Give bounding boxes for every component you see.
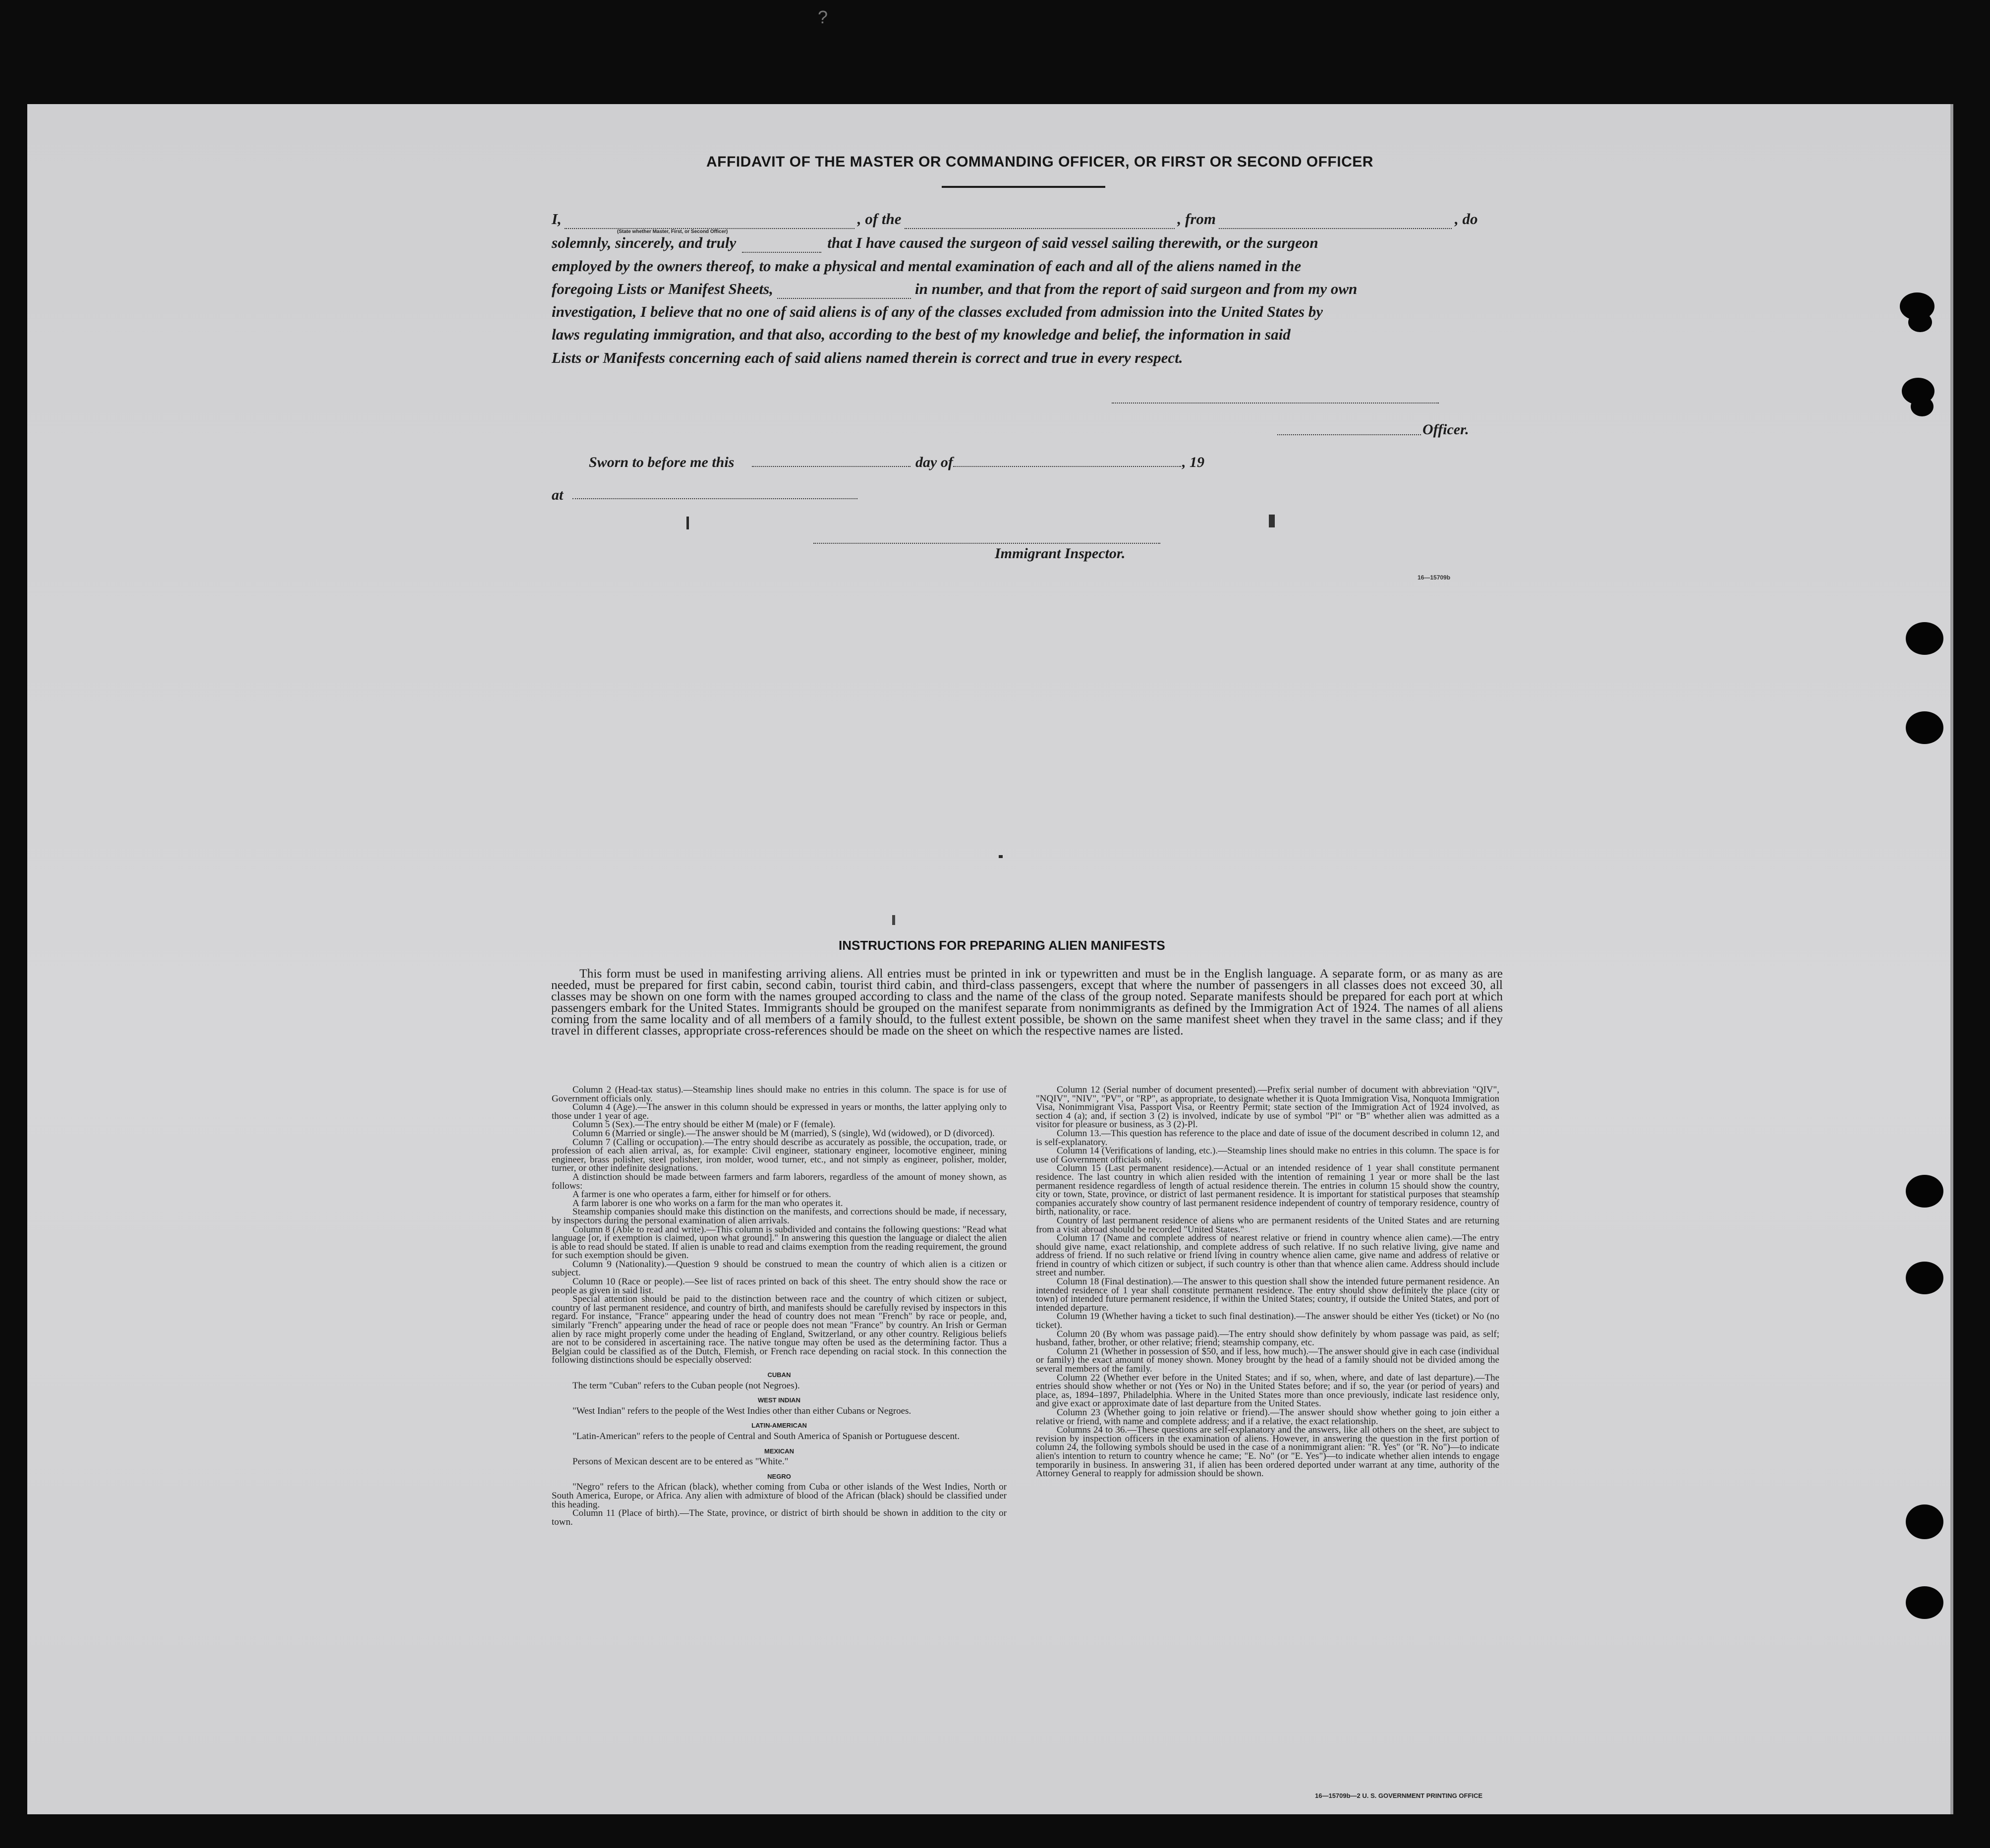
sworn-text: Sworn to before me this <box>589 454 735 470</box>
year-text: , 19 <box>1182 454 1204 470</box>
affidavit-text: , of the <box>857 210 902 228</box>
instruction-paragraph: Column 12 (Serial number of document presented).—Prefix serial number of document with abbreviation "QIV", "NQIV", "NIV", "PV", or "RP", as appropriate, to designate whether it is Quota Immigration Visa, Nonquota Immigration Visa, Nonimmigrant Visa, Passport Visa, or Reentry Permit; state section of the Immigration Act of 1924 involved, as section 4 (a); and, if section 3 (2) is involved, indicate by use of symbol "Pl" or "B" whether alien was admitted as a visitor for pleasure or business, as 3 (2)-Pl. <box>1036 1085 1499 1130</box>
day-of-text: day of <box>915 454 953 470</box>
inspector-signature-line <box>813 543 1160 544</box>
punch-hole <box>1908 312 1932 332</box>
instruction-paragraph: A distinction should be made between farmers and farm laborers, regardless of the amount of money shown, as follows: <box>552 1171 1007 1191</box>
instruction-paragraph: "Latin-American" refers to the people of Central and South America of Spanish or Portuguese descent. <box>572 1431 960 1442</box>
affidavit-text: I, <box>552 210 562 228</box>
affidavit-text: foregoing Lists or Manifest Sheets, <box>552 280 773 297</box>
instruction-paragraph: Column 22 (Whether ever before in the United States; and if so, when, where, and date of last departure).—The entries should show whether or not (Yes or No) in the United States before; and if so, the year (or period of years) and place, as, 1894–1897, Philadelphia. Where in the United States more than once previously, indicate last residence only, and give exact or approximate date of last departure from the United States. <box>1036 1372 1499 1409</box>
instruction-paragraph: Special attention should be paid to the distinction between race and the country of which citizen or subject, country of last permanent residence, and country of birth, and manifests should be carefully revised by inspectors in this regard. For instance, "France" appearing under the head of country does not mean "French" by race or people, and, similarly "French" appearing under the head of race or people does not mean "France" by country. An Irish or German alien by race might properly come under the heading of England, Switzerland, or any other country. Religious beliefs are not to be considered in ascertaining race. The native tongue may often be used as the determining factor. Thus a Belgian could be classified as of the Dutch, Flemish, or French race depending on racial stock. In this connection the following distinctions should be especially observed: <box>552 1294 1007 1366</box>
sworn-month-line <box>953 466 1181 467</box>
inspector-label: Immigrant Inspector. <box>995 545 1126 562</box>
instruction-paragraph: Column 20 (By whom was passage paid).—The entry should show definitely by whom passage was paid, as self; husband, father, brother, or other relative; friend; steamship company, etc. <box>1036 1328 1499 1348</box>
instruction-paragraph: Column 13.—This question has reference to the place and date of issue of the document described in column 12, and is self-explanatory. <box>1036 1128 1499 1148</box>
officer-label: Officer. <box>1422 421 1469 438</box>
heading-latin-american: LATIN-AMERICAN <box>751 1422 807 1430</box>
instruction-paragraph: Country of last permanent residence of aliens who are permanent residents of the United States and are returning from a visit abroad should be recorded "United States." <box>1036 1215 1499 1235</box>
instruction-paragraph: "Negro" refers to the African (black), whether coming from Cuba or other islands of the West Indies, North or South America, Europe, or Africa. Any alien with admixture of blood of the African (black) should be classified under this heading. <box>552 1482 1007 1510</box>
at-text: at <box>552 487 564 503</box>
punch-hole <box>1906 1175 1943 1208</box>
affidavit-line-4 <box>552 279 1357 299</box>
affidavit-text: , do <box>1455 210 1478 228</box>
punch-hole <box>1906 1504 1943 1539</box>
instruction-paragraph: Column 2 (Head-tax status).—Steamship lines should make no entries in this column. The space is for use of Government officials only. <box>552 1085 1007 1104</box>
instruction-paragraph: Column 15 (Last permanent residence).—Actual or an intended residence of 1 year shall constitute permanent residence. The last country in which alien resided with the intention of remaining 1 year or more shall be the last permanent residence regardless of length of actual residence therein. The entries in column 15 should show the country, city or town, State, province, or district of last permanent residence. It is important for statistical purposes that steamship companies accurately show country of last permanent residence independent of country of temporary residence, country of birth, nationality, or race. <box>1036 1163 1499 1217</box>
manifest-sheet <box>27 104 1953 1814</box>
at-place-line <box>572 498 857 499</box>
port-field <box>1219 221 1452 229</box>
instruction-paragraph: Column 8 (Able to read and write).—This column is subdivided and contains the following questions: "Read what language [or, if exemption is claimed, upon what ground]." In answering this question the language or dialect the alien is able to read should be stated. If alien is unable to read and claims exemption from the reading requirement, the ground for such exemption should be given. <box>552 1224 1007 1261</box>
instruction-paragraph: Columns 24 to 36.—These questions are self-explanatory and the answers, like all others on the sheet, are subject to revision by inspection officers in the examination of aliens. However, in answering the question in the first portion of column 24, the following symbols should be used in the case of a nonimmigrant alien: "R. Yes" (or "R. No")—to indicate alien's intention to return to country whence he came; "E. No" (or "E. Yes")—to indicate whether alien intends to engage temporarily in business. In answering 31, if alien has been ordered deported under warrant at any time, authority of the Attorney General to reapply for admission should be shown. <box>1036 1425 1499 1479</box>
punch-hole <box>1906 622 1943 655</box>
signature-line <box>1112 403 1439 404</box>
instruction-paragraph: A farmer is one who operates a farm, either for himself or for others. <box>572 1189 831 1200</box>
instructions-title: INSTRUCTIONS FOR PREPARING ALIEN MANIFESTS <box>839 938 1165 953</box>
instruction-paragraph: A farm laborer is one who works on a farm for the man who operates it. <box>572 1198 843 1209</box>
top-mark: ? <box>818 7 828 27</box>
count-field <box>777 291 911 299</box>
affidavit-text: that I have caused the surgeon of said vessel sailing therewith, or the surgeon <box>827 234 1318 251</box>
blank-field <box>742 245 821 253</box>
affidavit-line-1 <box>552 209 1478 229</box>
punch-hole <box>1906 1262 1943 1294</box>
instruction-paragraph: Column 10 (Race or people).—See list of races printed on back of this sheet. The entry should show the race or people as given in said list. <box>552 1276 1007 1296</box>
instruction-paragraph: Column 7 (Calling or occupation).—The entry should describe as accurately as possible, the occupation, trade, or profession of each alien arrival, as, for example: Civil engineer, stationary engineer, locomotive engineer, mining engineer, brass polisher, steel polisher, iron molder, wood turner, etc., and not simply as engineer, polisher, molder, turner, or other indefinite designations. <box>552 1137 1007 1174</box>
affidavit-line-2 <box>552 233 1318 253</box>
affidavit-line-6: laws regulating immigration, and that also, according to the best of my knowledge and belief, the information in said <box>552 326 1291 343</box>
instruction-paragraph: "West Indian" refers to the people of the West Indies other than either Cubans or Negroes. <box>572 1405 911 1416</box>
officer-name-line <box>1277 434 1421 435</box>
instruction-paragraph: Column 11 (Place of birth).—The State, province, or district of birth should be shown in addition to the city or town. <box>552 1508 1007 1527</box>
instruction-paragraph: Column 18 (Final destination).—The answer to this question shall show the intended future permanent residence. An intended residence of 1 year shall constitute permanent residence. The entry should show definitely the place (city or town) of intended future permanent residence, if within the United States; country, if outside the United States, and port of intended departure. <box>1036 1276 1499 1313</box>
instruction-paragraph: Column 21 (Whether in possession of $50, and if less, how much).—The answer should give in each case (individual or family) the exact amount of money shown. Money brought by the head of a family should not be divided among the several members of the family. <box>1036 1346 1499 1374</box>
instruction-paragraph: Persons of Mexican descent are to be entered as "White." <box>572 1456 789 1467</box>
affidavit-line-3: employed by the owners thereof, to make a physical and mental examination of each and all of the aliens named in the <box>552 257 1302 275</box>
affidavit-text: in number, and that from the report of said surgeon and from my own <box>914 280 1358 297</box>
printing-office-footer: 16—15709b—2 U. S. GOVERNMENT PRINTING OFFICE <box>1315 1792 1483 1799</box>
affidavit-line-5: investigation, I believe that no one of said aliens is of any of the classes excluded from admission into the United States by <box>552 303 1323 320</box>
affidavit-text: solemnly, sincerely, and truly <box>552 234 737 251</box>
instruction-paragraph: Column 19 (Whether having a ticket to such final destination).—The answer should be either Yes (ticket) or No (no ticket). <box>1036 1311 1499 1331</box>
heading-negro: NEGRO <box>767 1472 791 1480</box>
heading-mexican: MEXICAN <box>764 1447 794 1455</box>
instructions-right-column <box>1036 1086 1499 1478</box>
instruction-paragraph: Column 9 (Nationality).—Question 9 should be construed to mean the country of which alien is a citizen or subject. <box>552 1259 1007 1278</box>
instructions-intro: This form must be used in manifesting arriving aliens. All entries must be printed in ink or typewritten and must be in the English language. A separate form, or as many as are needed, must be prepared for first cabin, second cabin, tourist third cabin, and third-class passengers, except that where the number of passengers in all classes does not exceed 30, all classes may be shown on one form with the names grouped according to class and the name of the class of the group noted. Separate manifests should be prepared for each port at which passengers embark for the United States. Immigrants should be grouped on the manifest separate from nonimmigrants as defined by the Immigration Act of 1924. The names of all aliens coming from the same locality and of all members of a family should, to the fullest extent possible, be shown on the same manifest sheet when they travel in the same class; and if they travel in different classes, appropriate cross-references should be made on the sheet on which the respective names are listed. <box>551 966 1503 1038</box>
heading-cuban: CUBAN <box>767 1371 791 1379</box>
punch-hole <box>1911 397 1933 416</box>
punch-hole <box>1906 711 1943 744</box>
speck <box>892 915 895 925</box>
punch-hole <box>1906 1586 1943 1619</box>
affidavit-title: AFFIDAVIT OF THE MASTER OR COMMANDING OFFICER, OR FIRST OR SECOND OFFICER <box>706 154 1373 170</box>
affidavit-text: , from <box>1177 210 1216 228</box>
instruction-paragraph: The term "Cuban" refers to the Cuban people (not Negroes). <box>572 1380 800 1391</box>
instruction-paragraph: Column 6 (Married or single).—The answer should be M (married), S (single), Wd (widowed), or D (divorced). <box>572 1128 995 1139</box>
heading-west-indian: WEST INDIAN <box>758 1396 800 1404</box>
speck <box>1269 515 1275 527</box>
sworn-day-line <box>752 466 910 467</box>
officer-rank-field <box>565 221 854 229</box>
vessel-field <box>905 221 1175 229</box>
instruction-paragraph: Column 17 (Name and complete address of nearest relative or friend in country whence alien came).—The entry should give name, exact relationship, and complete address of such relative. If no such relative living, give name and address of friend. If no such relative or friend living in country whence alien came, give name and address of relative or friend in country of which citizen or subject, if such country is other than that whence alien came. Address should include street and number. <box>1036 1233 1499 1278</box>
instructions-left-column <box>552 1086 1007 1526</box>
form-number: 16—15709b <box>1418 574 1451 581</box>
title-rule <box>942 186 1105 188</box>
affidavit-line-7: Lists or Manifests concerning each of said aliens named therein is correct and true in every respect. <box>552 349 1183 366</box>
instruction-paragraph: Column 5 (Sex).—The entry should be either M (male) or F (female). <box>572 1119 836 1130</box>
instruction-paragraph: Column 14 (Verifications of landing, etc.).—Steamship lines should make no entries in this column. The space is for use of Government officials only. <box>1036 1146 1499 1165</box>
instruction-paragraph: Column 23 (Whether going to join relative or friend).—The answer should show whether going to join either a relative or friend, with name and complete address; and if a relative, the exact relationship. <box>1036 1407 1499 1427</box>
instruction-paragraph: Steamship companies should make this distinction on the manifests, and corrections should be made, if necessary, by inspectors during the personal examination of alien arrivals. <box>552 1207 1007 1226</box>
speck <box>686 517 689 529</box>
speck <box>999 855 1003 858</box>
state-note: (State whether Master, First, or Second Officer) <box>617 229 728 234</box>
instruction-paragraph: Column 4 (Age).—The answer in this column should be expressed in years or months, the latter applying only to those under 1 year of age. <box>552 1102 1007 1121</box>
